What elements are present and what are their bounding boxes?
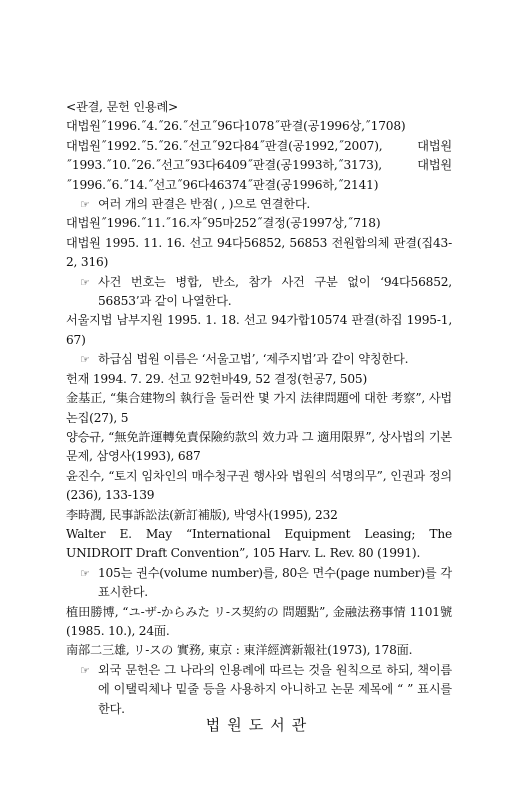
- pointing-hand-icon: ☞: [80, 353, 90, 367]
- publisher-footer: 법원도서관: [205, 716, 314, 734]
- usage-note: [66, 195, 452, 214]
- citation-entry: Walter E. May “International Equipment Leasing; The UNIDROIT Draft Convention”, 105 Harv. L. Rev. 80 (1991).: [66, 526, 452, 561]
- usage-note: [66, 661, 452, 719]
- usage-note-text: 하급심 법원 이름은 ‘서울고법’, ‘제주지법’과 같이 약칭한다.: [98, 352, 409, 367]
- usage-note: [66, 564, 452, 603]
- usage-note-text: 외국 문헌은 그 나라의 인용례에 따르는 것을 원칙으로 하되, 책이름에 이탤릭체나 밑줄 등을 사용하지 아니하고 논문 제목에 “ ” 표시를 한다.: [98, 662, 452, 716]
- pointing-hand-icon: ☞: [80, 566, 90, 580]
- section-heading: <관결, 문헌 인용례>: [66, 100, 179, 114]
- citation-entry: 윤진수, “토지 임차인의 매수청구권 행사와 법원의 석명의무”, 인권과 정의(236), 133-139: [66, 468, 452, 503]
- citation-entry: 植田勝博, “ユ-ザ-からみた リ-ス契約の 問題點”, 金融法務事情 1101號(1985. 10.), 24面.: [66, 604, 452, 638]
- pointing-hand-icon: ☞: [80, 275, 90, 289]
- citation-examples: [66, 98, 452, 719]
- citation-entry: 南部二三雄, リ-スの 實務, 東京 : 東洋經濟新報社(1973), 178面.: [66, 643, 413, 658]
- usage-note: [66, 273, 452, 312]
- citation-entry: 李時潤, 民事訴訟法(新訂補版), 박영사(1995), 232: [66, 507, 338, 522]
- citation-entry: 대법원 1995. 11. 16. 선고 94다56852, 56853 전원합의체 판결(집43-2, 316): [66, 235, 452, 270]
- pointing-hand-icon: ☞: [80, 198, 90, 212]
- citation-entry: 대법원˝1996.˝4.˝26.˝선고˝96다1078˝판결(공1996상,˝1708): [66, 119, 406, 134]
- citation-entry: 양승규, “無免許運轉免責保險約款의 效力과 그 適用限界”, 상사법의 기본문제, 삼영사(1993), 687: [66, 429, 452, 464]
- usage-note-text: 사건 번호는 병합, 반소, 참가 사건 구분 없이 ‘94다56852, 56853’과 같이 나열한다.: [98, 274, 452, 309]
- usage-note: [66, 350, 452, 369]
- citation-entry: 대법원˝1992.˝5.˝26.˝선고˝92다84˝판결(공1992,˝2007), 대법원˝1993.˝10.˝26.˝선고˝93다6409˝판결(공1993하,˝3173), 대법원˝1996.˝6.˝14.˝선고˝96다46374˝판결(공1996하,˝2141): [66, 138, 452, 192]
- entry-list: [66, 117, 452, 719]
- citation-entry: 金基正, “集合建物의 執行을 둘러싼 몇 가지 法律問題에 대한 考察”, 사법논집(27), 5: [66, 391, 452, 425]
- usage-note-text: 105는 권수(volume number)를, 80은 면수(page number)를 각 표시한다.: [98, 565, 452, 600]
- usage-note-text: 여러 개의 판결은 반점( , )으로 연결한다.: [98, 197, 311, 212]
- citation-entry: 헌재 1994. 7. 29. 선고 92헌바49, 52 결정(헌공7, 505): [66, 371, 368, 386]
- pointing-hand-icon: ☞: [80, 663, 90, 677]
- citation-entry: 대법원˝1996.˝11.˝16.자˝95마252˝결정(공1997상,˝718): [66, 216, 381, 231]
- citation-entry: 서울지법 남부지원 1995. 1. 18. 선고 94가합10574 판결(하집 1995-1, 67): [66, 313, 452, 347]
